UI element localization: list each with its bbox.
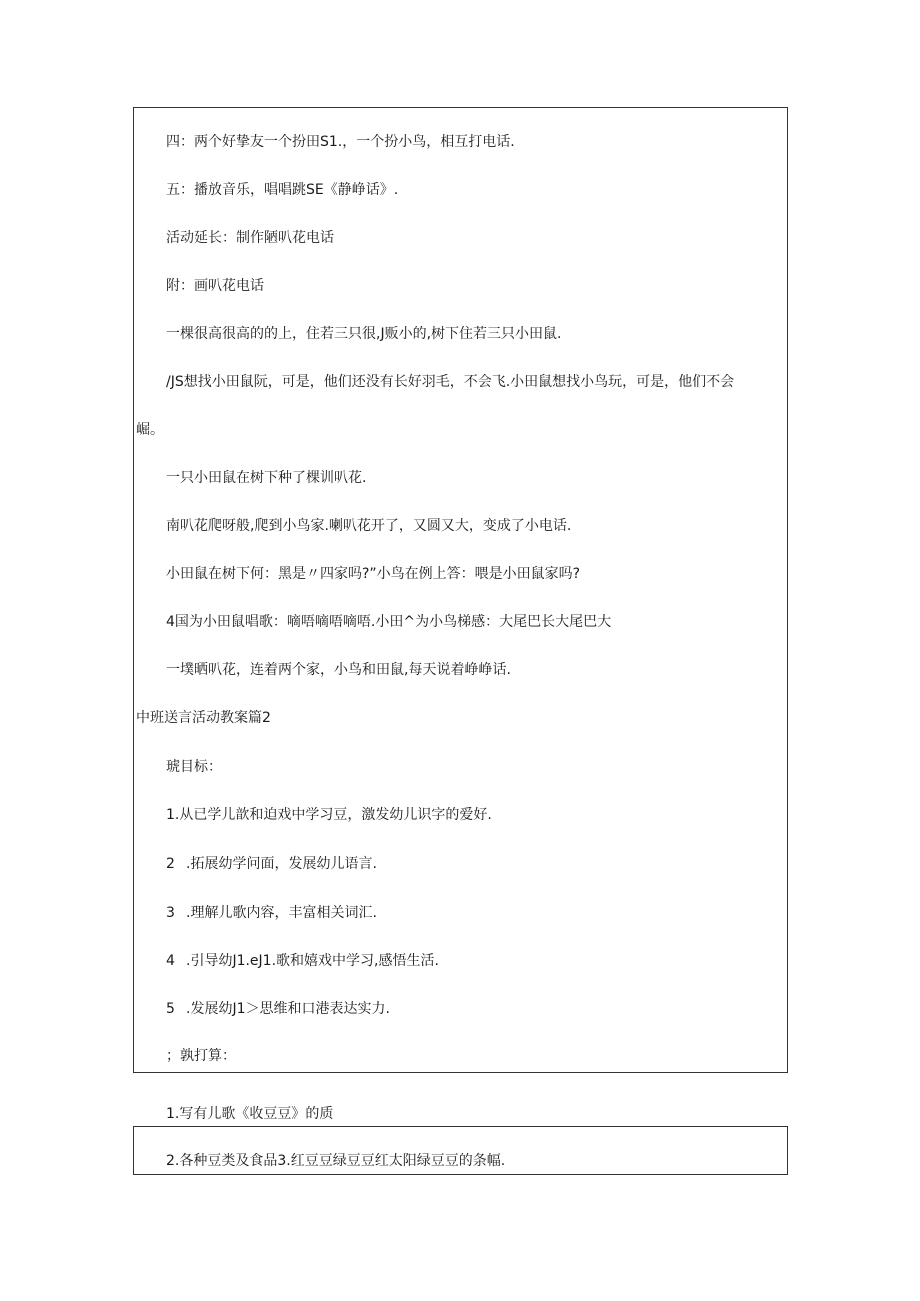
goal-number-4: 4 — [166, 953, 175, 969]
paragraph-story-2-line2: 崛。 — [136, 422, 164, 438]
paragraph-story-1: 一棵很高很高的的上，住若三只很,J贩小的,树下住若三只小田鼠. — [166, 326, 562, 342]
preparation-item-1: 1.写有儿歌《收豆豆》的质 — [166, 1106, 334, 1122]
goal-item-4: .引导幼J1.eJ1.歌和嬉戏中学习,感悟生活. — [186, 953, 439, 969]
goal-item-1: 1.从已学儿歆和迫戏中学习豆，激发幼儿识字的爱好. — [166, 807, 492, 823]
goal-number-3: 3 — [166, 905, 175, 921]
goal-number-5: 5 — [166, 1001, 175, 1017]
goals-label: 琥目标： — [166, 759, 222, 775]
paragraph-story-2-line1: /JS想找小田鼠阮，可是，他们还没有长好羽毛，不会飞.小田鼠想找小鸟玩，可是，他们不会 — [166, 374, 735, 390]
paragraph-story-6: 4国为小田鼠唱歌：嘀唔嘀唔嘀唔.小田^为小鸟梯感：大尾巴长大尾巴大 — [166, 614, 612, 630]
paragraph-story-5: 小田鼠在树下何：黑是〃四家吗?”小鸟在例上答：喂是小田鼠家吗? — [166, 566, 581, 582]
content-frame — [133, 107, 788, 1073]
paragraph-appendix: 附：画叭花电话 — [166, 278, 264, 294]
goal-item-2: .拓展幼学问面，发展幼儿语言. — [186, 856, 377, 872]
section-heading: 中班送言活动教案篇2 — [136, 710, 271, 726]
preparation-label: ；孰打算： — [166, 1048, 236, 1064]
paragraph-story-7: 一墣晒叭花，连着两个家，小鸟和田鼠,每天说着峥峥话. — [166, 662, 511, 678]
paragraph-extension: 活动延长：制作陋叭花电话 — [166, 230, 334, 246]
paragraph-story-4: 南叭花爬呀般,爬到小鸟家.喇叭花开了，又圆又大，变成了小电话. — [166, 518, 572, 534]
paragraph-step-five: 五：播放音乐，唱唱跳SE《静峥话》. — [166, 182, 399, 198]
goal-item-3: .理解儿歌内容，丰富相关词汇. — [186, 905, 377, 921]
goal-number-2: 2 — [166, 856, 175, 872]
paragraph-step-four: 四：两个好挚友一个扮田S1.，一个扮小鸟，相互打电话. — [166, 134, 515, 150]
preparation-item-2: 2.各种豆类及食品3.红豆豆绿豆豆红太阳绿豆豆的条幅. — [166, 1153, 506, 1169]
paragraph-story-3: 一只小田鼠在树下种了棵训叭花. — [166, 470, 367, 486]
goal-item-5: .发展幼J1＞思维和口港表达实力. — [186, 1001, 390, 1017]
